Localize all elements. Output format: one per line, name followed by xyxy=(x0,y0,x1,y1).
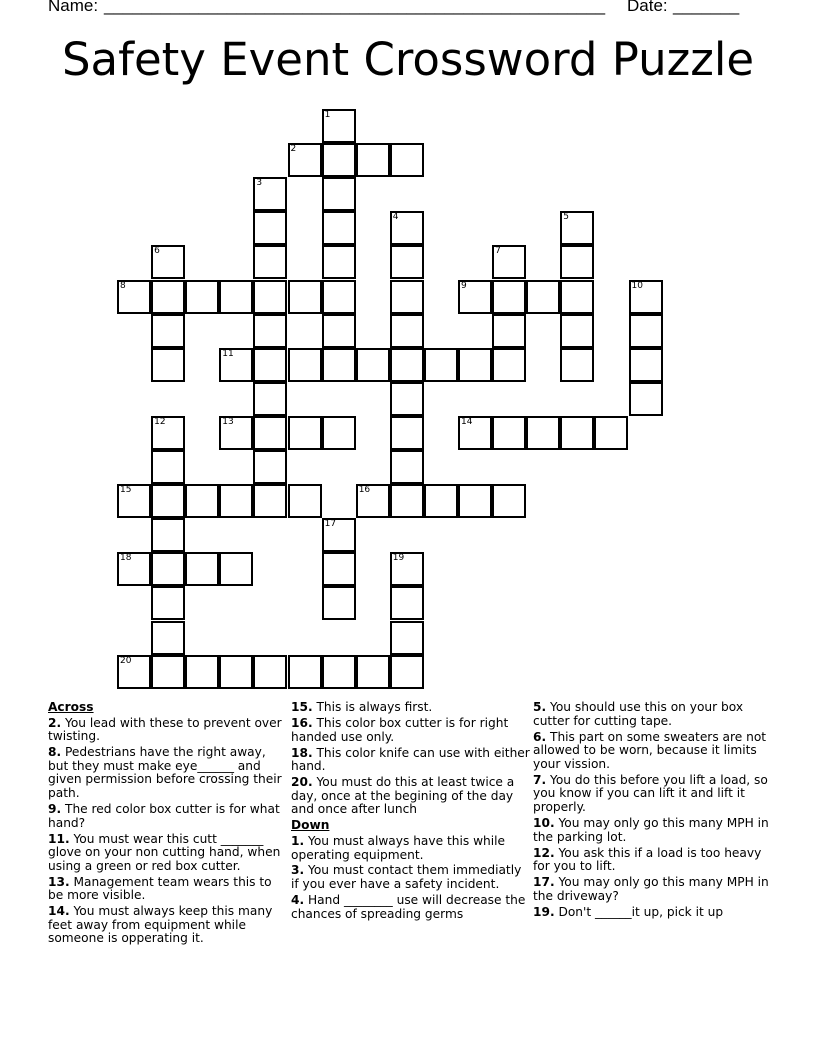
clue-number-label: 19 xyxy=(392,553,405,564)
grid-cell[interactable] xyxy=(322,552,356,586)
clue-number: 2. xyxy=(48,715,62,730)
clue-number: 15. xyxy=(291,700,313,714)
grid-cell[interactable] xyxy=(185,280,219,314)
grid-cell[interactable] xyxy=(117,484,151,518)
grid-cell[interactable] xyxy=(151,586,185,620)
clue-number-label: 12 xyxy=(154,416,166,427)
clue-number-label: 11 xyxy=(222,348,234,359)
clue-number-label: 17 xyxy=(324,519,337,530)
name-label: Name: xyxy=(48,0,99,15)
grid-cell[interactable] xyxy=(458,416,492,450)
grid-cell[interactable] xyxy=(151,621,185,655)
grid-cell[interactable] xyxy=(253,416,287,450)
clue-item xyxy=(533,876,773,903)
grid-cell[interactable] xyxy=(322,655,356,689)
grid-cell[interactable] xyxy=(253,280,287,314)
grid-cell[interactable] xyxy=(492,484,526,518)
grid-cell[interactable] xyxy=(390,245,424,279)
grid-cell[interactable] xyxy=(492,245,526,279)
clue-number-label: 10 xyxy=(631,280,643,291)
grid-cell[interactable] xyxy=(424,484,458,518)
clues-column-1 xyxy=(48,701,288,948)
grid-cell[interactable] xyxy=(526,416,560,450)
clue-item xyxy=(533,906,773,920)
clue-text: Management team wears this to be more visible. xyxy=(48,874,272,903)
clue-text: You must do this at least twice a day, once at the begining of the day and once after lunch xyxy=(291,775,515,817)
grid-cell[interactable] xyxy=(151,450,185,484)
clue-item xyxy=(48,905,288,946)
clue-number: 4. xyxy=(291,893,305,908)
grid-cell[interactable] xyxy=(151,518,185,552)
grid-cell[interactable] xyxy=(560,211,594,245)
grid-cell[interactable] xyxy=(390,621,424,655)
grid-cell[interactable] xyxy=(424,348,458,382)
clue-number-label: 16 xyxy=(358,485,371,496)
grid-cell[interactable] xyxy=(492,314,526,348)
grid-cell[interactable] xyxy=(390,280,424,314)
grid-cell[interactable] xyxy=(253,348,287,382)
grid-cell[interactable] xyxy=(322,109,356,143)
grid-cell[interactable] xyxy=(151,416,185,450)
grid-cell[interactable] xyxy=(458,280,492,314)
grid-cell[interactable] xyxy=(322,211,356,245)
grid-cell[interactable] xyxy=(288,416,322,450)
grid-cell[interactable] xyxy=(117,655,151,689)
clue-text: You may only go this many MPH in the parking lot. xyxy=(533,815,769,844)
clue-number-label: 8 xyxy=(120,280,126,291)
clue-number-label: 20 xyxy=(120,655,132,666)
clue-text: You lead with these to prevent over twisting. xyxy=(48,715,282,744)
grid-cell[interactable] xyxy=(288,143,322,177)
clue-number: 16. xyxy=(291,715,313,730)
clue-text: You do this before you lift a load, so you know if you can lift it and lift it properly. xyxy=(533,772,768,814)
grid-cell[interactable] xyxy=(629,382,663,416)
clue-number-label: 14 xyxy=(461,416,473,427)
clue-text: This color box cutter is for right handed use only. xyxy=(291,715,509,744)
clue-number-label: 13 xyxy=(222,416,234,427)
grid-cell[interactable] xyxy=(253,314,287,348)
clue-item xyxy=(533,731,773,772)
grid-cell[interactable] xyxy=(151,484,185,518)
grid-cell[interactable] xyxy=(253,177,287,211)
clue-number: 14. xyxy=(48,904,70,919)
clue-text: This is always first. xyxy=(312,700,433,714)
grid-cell[interactable] xyxy=(322,314,356,348)
grid-cell[interactable] xyxy=(219,552,253,586)
clue-number: 10. xyxy=(533,815,555,830)
grid-cell[interactable] xyxy=(629,348,663,382)
clue-item xyxy=(291,864,531,891)
clue-text: The red color box cutter is for what hand? xyxy=(48,801,280,830)
grid-cell[interactable] xyxy=(219,416,253,450)
clue-number-label: 4 xyxy=(392,212,399,223)
grid-cell[interactable] xyxy=(458,484,492,518)
grid-cell[interactable] xyxy=(594,416,628,450)
clue-number: 8. xyxy=(48,745,62,760)
grid-cell[interactable] xyxy=(390,382,424,416)
grid-cell[interactable] xyxy=(219,484,253,518)
clue-number: 3. xyxy=(291,863,305,878)
grid-cell[interactable] xyxy=(390,211,424,245)
grid-cell[interactable] xyxy=(219,280,253,314)
clue-number-label: 1 xyxy=(324,110,331,120)
grid-cell[interactable] xyxy=(219,655,253,689)
grid-cell[interactable] xyxy=(390,655,424,689)
grid-cell[interactable] xyxy=(356,143,390,177)
grid-cell[interactable] xyxy=(390,484,424,518)
grid-cell[interactable] xyxy=(253,245,287,279)
clues-column-2 xyxy=(291,701,531,924)
clue-number: 19. xyxy=(533,904,555,919)
down-heading: Down xyxy=(291,818,330,833)
grid-cell[interactable] xyxy=(253,382,287,416)
grid-cell[interactable] xyxy=(458,348,492,382)
clue-text: Don't ______it up, pick it up xyxy=(554,904,724,919)
grid-cell[interactable] xyxy=(560,314,594,348)
grid-cell[interactable] xyxy=(253,450,287,484)
clue-item xyxy=(48,833,288,874)
grid-cell[interactable] xyxy=(185,484,219,518)
grid-cell[interactable] xyxy=(322,280,356,314)
clue-text: You must always keep this many feet away from equipment while someone is opperating it. xyxy=(48,904,273,946)
grid-cell[interactable] xyxy=(390,552,424,586)
grid-cell[interactable] xyxy=(117,552,151,586)
clue-text: You ask this if a load is too heavy for you to lift. xyxy=(533,845,762,874)
grid-cell[interactable] xyxy=(492,348,526,382)
clue-item xyxy=(291,776,531,817)
grid-cell[interactable] xyxy=(390,586,424,620)
clue-item xyxy=(291,717,531,744)
clue-number-label: 5 xyxy=(563,212,570,223)
grid-cell[interactable] xyxy=(151,280,185,314)
grid-cell[interactable] xyxy=(390,348,424,382)
grid-cell[interactable] xyxy=(390,450,424,484)
clue-number: 13. xyxy=(48,874,70,889)
grid-cell[interactable] xyxy=(185,552,219,586)
clue-text: Hand ________ use will decrease the chances of spreading germs xyxy=(291,893,526,921)
clue-text: Pedestrians have the right away, but they must make eye______ and given permission before crossing their path. xyxy=(48,745,282,800)
grid-cell[interactable] xyxy=(629,314,663,348)
clue-number: 6. xyxy=(533,729,547,744)
grid-cell[interactable] xyxy=(390,143,424,177)
grid-cell[interactable] xyxy=(560,280,594,314)
grid-cell[interactable] xyxy=(492,280,526,314)
clue-number-label: 18 xyxy=(120,553,132,564)
clue-text: This color knife can use with either hand. xyxy=(291,745,530,774)
clue-number-label: 2 xyxy=(290,144,297,155)
grid-cell[interactable] xyxy=(560,348,594,382)
clue-item xyxy=(291,701,531,715)
clue-number-label: 9 xyxy=(461,280,467,291)
date-label: Date: xyxy=(627,0,668,15)
grid-cell[interactable] xyxy=(390,314,424,348)
clue-number-label: 6 xyxy=(154,246,160,257)
clue-number: 1. xyxy=(291,833,305,848)
grid-cell[interactable] xyxy=(322,416,356,450)
grid-cell[interactable] xyxy=(151,655,185,689)
clue-item xyxy=(291,894,531,921)
clue-item xyxy=(48,746,288,800)
grid-cell[interactable] xyxy=(151,348,185,382)
grid-cell[interactable] xyxy=(117,280,151,314)
grid-cell[interactable] xyxy=(356,655,390,689)
grid-cell[interactable] xyxy=(288,348,322,382)
clue-number: 7. xyxy=(533,772,547,787)
grid-cell[interactable] xyxy=(356,348,390,382)
grid-cell[interactable] xyxy=(526,280,560,314)
clue-item xyxy=(533,847,773,874)
clue-text: You should use this on your box cutter for cutting tape. xyxy=(533,700,744,728)
clue-item xyxy=(533,774,773,815)
grid-cell[interactable] xyxy=(560,416,594,450)
clue-text: You must always have this while operating equipment. xyxy=(291,833,506,862)
grid-cell[interactable] xyxy=(492,416,526,450)
grid-cell[interactable] xyxy=(322,177,356,211)
clue-number: 17. xyxy=(533,875,555,890)
grid-cell[interactable] xyxy=(151,552,185,586)
clue-item xyxy=(48,717,288,744)
clue-number: 5. xyxy=(533,700,547,714)
clue-number: 20. xyxy=(291,775,313,790)
grid-cell[interactable] xyxy=(253,211,287,245)
clue-text: This part on some sweaters are not allowed to be worn, because it limits your vission. xyxy=(533,729,767,771)
grid-cell[interactable] xyxy=(560,245,594,279)
clues-column-3 xyxy=(533,701,773,922)
clue-item xyxy=(48,876,288,903)
grid-cell[interactable] xyxy=(151,314,185,348)
clue-text: You must contact them immediatly if you ever have a safety incident. xyxy=(291,863,522,892)
grid-cell[interactable] xyxy=(322,348,356,382)
grid-cell[interactable] xyxy=(288,280,322,314)
grid-cell[interactable] xyxy=(629,280,663,314)
clue-number-label: 3 xyxy=(256,178,263,189)
grid-cell[interactable] xyxy=(219,348,253,382)
grid-cell[interactable] xyxy=(185,655,219,689)
clue-number-label: 7 xyxy=(495,246,501,257)
clue-item xyxy=(533,817,773,844)
grid-cell[interactable] xyxy=(322,245,356,279)
clue-number-label: 15 xyxy=(120,485,132,496)
clue-item xyxy=(533,701,773,728)
clue-item xyxy=(291,835,531,862)
clue-number: 18. xyxy=(291,745,313,760)
clue-item xyxy=(291,747,531,774)
grid-cell[interactable] xyxy=(356,484,390,518)
across-heading: Across xyxy=(48,700,94,714)
grid-cell[interactable] xyxy=(322,518,356,552)
page-title: Safety Event Crossword Puzzle xyxy=(61,33,755,86)
grid-cell[interactable] xyxy=(151,245,185,279)
grid-cell[interactable] xyxy=(288,484,322,518)
grid-cell[interactable] xyxy=(253,655,287,689)
clue-number: 9. xyxy=(48,801,62,816)
clue-text: You must wear this cutt _______ glove on your non cutting hand, when using a green or red box cutter. xyxy=(48,831,281,873)
date-field[interactable]: _______ xyxy=(673,0,740,15)
clue-number: 12. xyxy=(533,845,555,860)
name-field[interactable]: _____________________________________________________ xyxy=(104,0,606,15)
grid-cell[interactable] xyxy=(390,416,424,450)
clue-text: You may only go this many MPH in the driveway? xyxy=(533,875,769,903)
grid-cell[interactable] xyxy=(322,586,356,620)
grid-cell[interactable] xyxy=(253,484,287,518)
grid-cell[interactable] xyxy=(288,655,322,689)
clue-item xyxy=(48,803,288,830)
clue-number: 11. xyxy=(48,831,70,846)
grid-cell[interactable] xyxy=(322,143,356,177)
